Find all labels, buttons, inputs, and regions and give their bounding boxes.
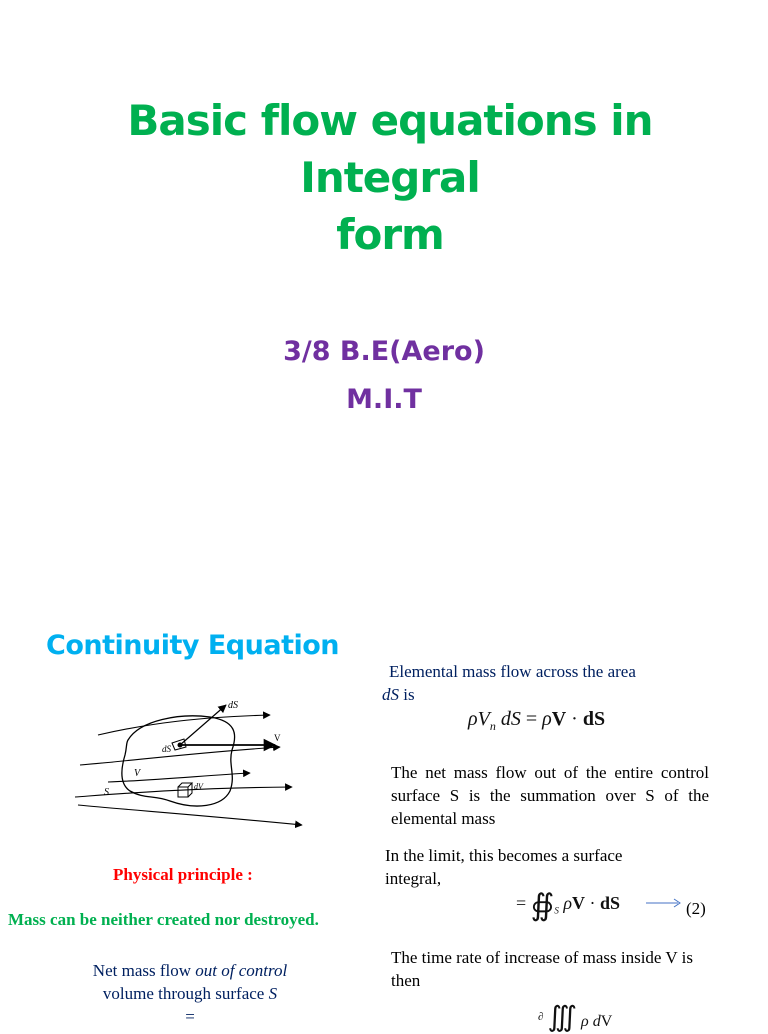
streamline-4: [108, 773, 250, 782]
equation-2-label: (2): [686, 899, 706, 918]
elemental-text: [382, 660, 702, 706]
elemental-ds: dS: [382, 685, 399, 704]
elemental-is: is: [399, 685, 415, 704]
net-mass-line2: [40, 982, 340, 1005]
course-label: 3/8 B.E(Aero): [283, 336, 485, 367]
net-mass-line2-b: S: [268, 984, 278, 1003]
elemental-line1: Elemental mass flow across the area: [389, 662, 636, 681]
net-mass-flow-text: [40, 959, 340, 1028]
slide-title: [40, 92, 740, 263]
net-mass-line1: [40, 959, 340, 982]
label-surface: S: [104, 787, 109, 798]
net-mass-summation-text: The net mass flow out of the entire control surface S is the summation over S of the elemental mass: [391, 763, 709, 828]
label-volume: V: [134, 768, 141, 779]
limit-text-line2: integral,: [385, 869, 442, 888]
elemental-line2: [382, 683, 702, 706]
equation-elemental-mass: $\rho V_n$ dS = ρV · dS: [468, 708, 606, 733]
limit-text-line1: In the limit, this becomes a surface: [385, 846, 623, 865]
label-v-arrow: V: [274, 733, 281, 743]
control-volume-diagram: [70, 695, 320, 835]
principle-label: Physical principle :: [113, 865, 253, 884]
time-rate-text: The time rate of increase of mass inside V is then: [391, 948, 693, 990]
equation-arrow: [646, 897, 682, 909]
equation-volume-integral: ∂ ∭ ρ dV: [538, 1002, 613, 1033]
net-mass-line1-a: Net mass flow: [92, 961, 196, 980]
net-mass-line2-a: volume through surface: [102, 984, 269, 1003]
label-dv: dV: [194, 782, 203, 791]
net-mass-line3: =: [185, 1007, 195, 1026]
principle-text: Mass can be neither created nor destroyed.: [8, 910, 319, 929]
slide-title-line2: form: [336, 210, 444, 259]
label-ds: dS: [228, 700, 238, 711]
institute-label: M.I.T: [346, 384, 422, 415]
slide-title-line1: Basic flow equations in Integral: [127, 96, 653, 202]
net-mass-line1-b: out of control: [195, 961, 288, 980]
streamline-2: [80, 747, 280, 765]
section-heading: Continuity Equation: [46, 630, 339, 661]
equation-surface-integral: = $∯_S$ ρV · dS: [516, 889, 620, 922]
label-ds-small: dS: [162, 744, 171, 754]
streamline-5: [78, 805, 302, 825]
normal-vector: [180, 705, 226, 745]
streamline-1: [98, 715, 270, 735]
